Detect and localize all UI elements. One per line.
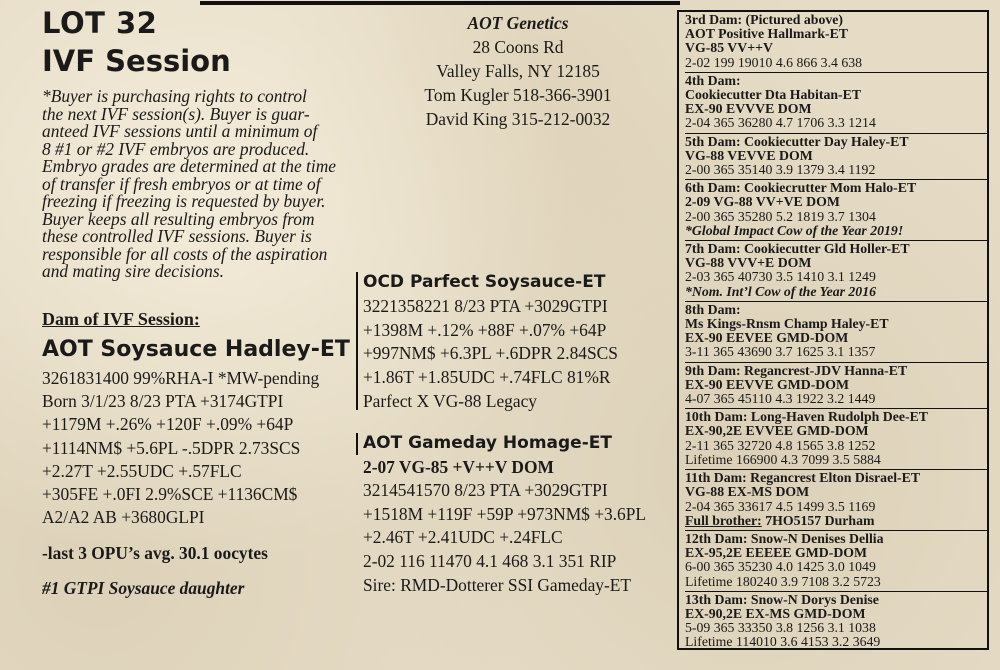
pedigree-lifetime-record: Lifetime 114010 3.6 4153 3.2 3649 [685,634,881,650]
sire-stat-line: +997NM$ +6.3PL +.6DPR 2.84SCS [363,343,618,364]
pedigree-heading: 3rd Dam: (Pictured above) [685,12,843,27]
mgs-stat-line: +2.46T +2.41UDC +.24FLC [363,527,563,548]
full-brother-value: 7HO5157 Durham [761,512,875,528]
dam-stat-line: Born 3/1/23 8/23 PTA +3174GTPI [42,391,284,412]
pedigree-entry [685,73,987,134]
dam-stat-line: 3261831400 99%RHA-I *MW-pending [42,368,320,388]
terms-line: 8 #1 or #2 IVF embryos are produced. [42,138,310,159]
pedigree-record: 2-02 199 19010 4.6 866 3.4 638 [685,54,863,70]
pedigree-box [677,10,989,650]
dam-stats [42,367,319,529]
gtpi-daughter-note: #1 GTPI Soysauce daughter [42,578,245,598]
pedigree-heading: 5th Dam: Cookiecutter Day Haley-ET [685,133,909,149]
pedigree-classification: EX-95,2E EEEEE GMD-DOM [685,545,868,561]
sire-name: OCD Parfect Soysauce-ET [363,272,606,292]
pedigree-entry [685,180,987,241]
pedigree-entry [685,470,987,531]
mgs-name: AOT Gameday Homage-ET [363,433,612,453]
terms-line: anteed IVF sessions until a minimum of [42,121,318,141]
pedigree-heading: 9th Dam: Regancrest-JDV Hanna-ET [685,362,908,378]
session-title: IVF Session [42,44,231,78]
dam-name: AOT Soysauce Hadley-ET [42,337,350,362]
lot-number: LOT 32 [42,6,158,40]
pedigree-heading: 13th Dam: Snow-N Dorys Denise [685,591,879,607]
opu-note: -last 3 OPU’s avg. 30.1 oocytes [42,543,268,563]
sire-stat-line: 3221358221 8/23 PTA +3029GTPI [363,295,608,316]
pedigree-classification: VG-85 VV++V [685,40,773,56]
pedigree-classification: EX-90 EEVEE GMD-DOM [685,330,849,346]
mgs-classification: 2-07 VG-85 +V++V DOM [363,456,554,477]
pedigree-entry [685,409,987,470]
pedigree-record: 3-11 365 43690 3.7 1625 3.1 1357 [685,344,876,360]
pedigree-entry [685,531,987,592]
terms-line: Embryo grades are determined at the time [42,156,336,176]
pedigree-heading: 6th Dam: Cookiecrutter Mom Halo-ET [685,180,917,196]
contact-person: David King 315-212-0032 [425,109,611,129]
pedigree-entry [685,241,987,302]
mgs-stat-line: 2-02 116 11470 4.1 468 3.1 351 RIP [363,550,617,571]
contact-block [398,11,638,131]
pedigree-cow-name: AOT Positive Hallmark-ET [685,26,849,42]
pedigree-record: 2-03 365 40730 3.5 1410 3.1 1249 [685,269,876,285]
terms-line: responsible for all costs of the aspiration [42,243,328,264]
sire-stat-line: +1398M +.12% +88F +.07% +64P [363,319,607,340]
pedigree-record: 2-11 365 32720 4.8 1565 3.8 1252 [685,437,876,453]
pedigree-classification: 2-09 VG-88 VV+VE DOM [685,194,840,210]
terms-line: the next IVF session(s). Buyer is guar- [42,103,310,124]
dam-stat-line: +305FE +.0FI 2.9%SCE +1136CM$ [42,484,298,505]
pedigree-record: 4-07 365 45110 4.3 1922 3.2 1449 [685,391,876,407]
pedigree-heading: 4th Dam: [685,72,741,88]
mgs-stat-line: +1518M +119F +59P +973NM$ +3.6PL [363,503,647,524]
dam-stat-line: A2/A2 AB +3680GLPI [42,507,205,528]
pedigree-heading: 10th Dam: Long-Haven Rudolph Dee-ET [685,409,929,425]
top-rule [200,1,680,5]
pedigree-cow-name: Cookiecutter Dta Habitan-ET [685,87,862,103]
terms-line: these controlled IVF sessions. Buyer is [42,226,312,246]
terms-line: freezing if freezing is requested by buyer. [42,191,326,211]
pedigree-entry [685,592,987,650]
terms-paragraph [42,88,347,281]
pedigree-classification: VG-88 VEVVE DOM [685,147,813,163]
pedigree-entry [685,302,987,363]
pedigree-classification: EX-90,2E EVVEE GMD-DOM [685,423,869,439]
terms-line: *Buyer is purchasing rights to control [42,86,307,106]
dam-stat-line: +2.27T +2.55UDC +.57FLC [42,460,242,481]
pedigree-record: 5-09 365 33350 3.8 1256 3.1 1038 [685,620,876,636]
pedigree-heading: 11th Dam: Regancrest Elton Disrael-ET [685,470,921,486]
pedigree-lifetime-record: Lifetime 166900 4.3 7099 3.5 5884 [685,451,881,467]
contact-person: Tom Kugler 518-366-3901 [424,85,612,105]
mgs-block [363,432,646,597]
city-address: Valley Falls, NY 12185 [436,61,600,81]
pedigree-classification: EX-90 EVVVE DOM [685,101,812,117]
pedigree-full-brother [685,514,987,528]
pedigree-classification: VG-88 EX-MS DOM [685,484,810,500]
pedigree-heading: 7th Dam: Cookiecutter Gld Holler-ET [685,241,910,257]
dam-stat-line: +1179M +.26% +120F +.09% +64P [42,414,294,435]
dam-heading: Dam of IVF Session: [42,309,200,329]
pedigree-classification: EX-90,2E EX-MS GMD-DOM [685,605,866,621]
pedigree-lifetime-record: Lifetime 180240 3.9 7108 3.2 5723 [685,573,881,589]
pedigree-entry [685,134,987,181]
dam-stat-line: +1114NM$ +5.6PL -.5DPR 2.73SCS [42,437,301,458]
terms-line: of transfer if fresh embryos or at time of [42,173,321,194]
pedigree-entry [685,12,987,73]
pedigree-record: 2-04 365 36280 4.7 1706 3.3 1214 [685,115,876,131]
pedigree-record: 2-00 365 35280 5.2 1819 3.7 1304 [685,208,876,224]
company-name: AOT Genetics [467,13,569,33]
mgs-stat-line: 3214541570 8/23 PTA +3029GTPI [363,480,608,501]
pedigree-classification: VG-88 VVV+E DOM [685,255,812,271]
pedigree-record: 6-00 365 35230 4.0 1425 3.0 1049 [685,559,876,575]
sire-stat-line: +1.86T +1.85UDC +.74FLC 81%R [363,367,611,388]
pedigree-heading: 12th Dam: Snow-N Denises Dellia [685,530,884,546]
street-address: 28 Coons Rd [472,37,564,57]
pedigree-record: 2-04 365 33617 4.5 1499 3.5 1169 [685,498,876,514]
terms-line: Buyer keeps all resulting embryos from [42,208,315,229]
pedigree-heading: 8th Dam: [685,301,741,317]
pedigree-award-note: *Nom. Int’l Cow of the Year 2016 [685,283,877,299]
sire-block [363,271,618,414]
full-brother-label: Full brother: [685,512,762,528]
pedigree-cow-name: Ms Kings-Rnsm Champ Haley-ET [685,316,889,332]
pedigree-award-note: *Global Impact Cow of the Year 2019! [685,222,904,238]
mgs-stat-line: Sire: RMD-Dotterer SSI Gameday-ET [363,574,632,595]
pedigree-entry [685,363,987,410]
sire-stat-line: Parfect X VG-88 Legacy [363,390,537,411]
mgs-divider [356,433,358,455]
pedigree-classification: EX-90 EEVVE GMD-DOM [685,376,850,392]
sire-divider [356,272,358,410]
terms-line: and mating sire decisions. [42,261,224,281]
pedigree-record: 2-00 365 35140 3.9 1379 3.4 1192 [685,162,876,178]
